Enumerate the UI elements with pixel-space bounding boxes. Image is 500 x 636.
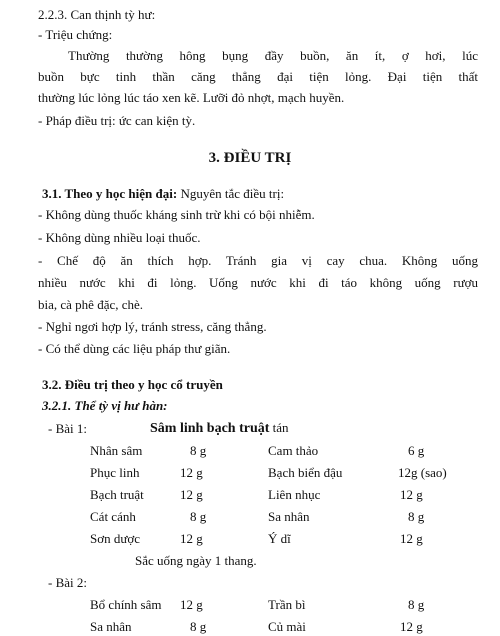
herb-name: Nhân sâm xyxy=(90,443,143,458)
herb-dose: 8 g xyxy=(190,509,207,524)
herb-name: Phục linh xyxy=(90,465,140,480)
herb-dose: 8 g xyxy=(190,443,207,458)
list-item: - Không dùng thuốc kháng sinh trừ khi có bội nhiễm. xyxy=(38,207,315,222)
herb-name: Sơn dược xyxy=(90,531,141,546)
subsection-3-2-1-heading: 3.2.1. Thể tỳ vị hư hàn: xyxy=(42,398,168,413)
list-item: - Nghỉ ngơi hợp lý, tránh stress, căng thẳng. xyxy=(38,319,267,334)
herb-dose: 8 g xyxy=(190,619,207,634)
subsection-3-1 xyxy=(42,185,482,203)
bai-1-note: Sắc uống ngày 1 thang. xyxy=(135,553,257,568)
section-heading-3: 3. ĐIỀU TRỊ xyxy=(208,150,292,166)
section-title-2-2-3: 2.2.3. Can thịnh tỳ hư: xyxy=(38,7,156,22)
herb-name: Bổ chính sâm xyxy=(90,597,162,612)
herb-name: Sa nhân xyxy=(90,619,132,634)
herb-name: Sa nhân xyxy=(268,509,310,524)
herb-dose: 12 g xyxy=(180,531,203,546)
herb-name: Bạch biển đậu xyxy=(268,465,343,480)
bai-2-label: - Bài 2: xyxy=(48,575,87,590)
bai-1-title xyxy=(150,419,289,438)
list-item: bia, cà phê đặc, chè. xyxy=(38,297,144,312)
subsection-3-2-heading: 3.2. Điều trị theo y học cổ truyền xyxy=(42,377,223,392)
herb-name: Củ mài xyxy=(268,619,306,634)
herb-dose: 8 g xyxy=(408,597,425,612)
subsection-3-1-rest: Nguyên tắc điều trị: xyxy=(177,186,285,201)
subsection-3-1-label: 3.1. Theo y học hiện đại: xyxy=(42,186,178,201)
herb-dose: 12 g xyxy=(180,465,203,480)
bai-1-label: - Bài 1: xyxy=(48,421,87,436)
herb-dose: 12 g xyxy=(180,597,203,612)
trieu-chung-line-1: Thường thường hông bụng đầy buồn, ăn ít, ợ hơi, lúc xyxy=(68,48,478,63)
phap-dieu-tri: - Pháp điều trị: ức can kiện tỳ. xyxy=(38,113,196,128)
herb-name: Bạch truật xyxy=(90,487,144,502)
list-item: nhiều nước khi đi lỏng. Uống nước khi đi táo không uống rượu xyxy=(38,275,478,290)
herb-dose: 12 g xyxy=(400,531,423,546)
trieu-chung-label: - Triệu chứng: xyxy=(38,27,113,42)
herb-dose: 12g (sao) xyxy=(398,465,447,480)
herb-dose: 12 g xyxy=(400,487,423,502)
list-item: - Chế độ ăn thích hợp. Tránh gia vị cay chua. Không uống xyxy=(38,253,478,268)
list-item: - Có thể dùng các liệu pháp thư giãn. xyxy=(38,341,231,356)
trieu-chung-line-3: thường lúc lỏng lúc táo xen kẽ. Lưỡi đỏ nhợt, mạch huyền. xyxy=(38,90,345,105)
bai-1-title-rest: tán xyxy=(269,420,289,435)
herb-name: Trần bì xyxy=(268,597,306,612)
herb-name: Cát cánh xyxy=(90,509,136,524)
trieu-chung-line-2: buồn bực tinh thần căng thẳng đại tiện lỏng. Đại tiện thất xyxy=(38,69,478,84)
herb-name: Liên nhục xyxy=(268,487,321,502)
herb-name: Cam thảo xyxy=(268,443,319,458)
herb-dose: 6 g xyxy=(408,443,425,458)
herb-dose: 8 g xyxy=(408,509,425,524)
list-item: - Không dùng nhiều loại thuốc. xyxy=(38,230,201,245)
herb-dose: 12 g xyxy=(400,619,423,634)
bai-1-title-bold: Sâm linh bạch truật xyxy=(150,421,270,436)
herb-dose: 12 g xyxy=(180,487,203,502)
herb-name: Ý dĩ xyxy=(268,531,291,546)
